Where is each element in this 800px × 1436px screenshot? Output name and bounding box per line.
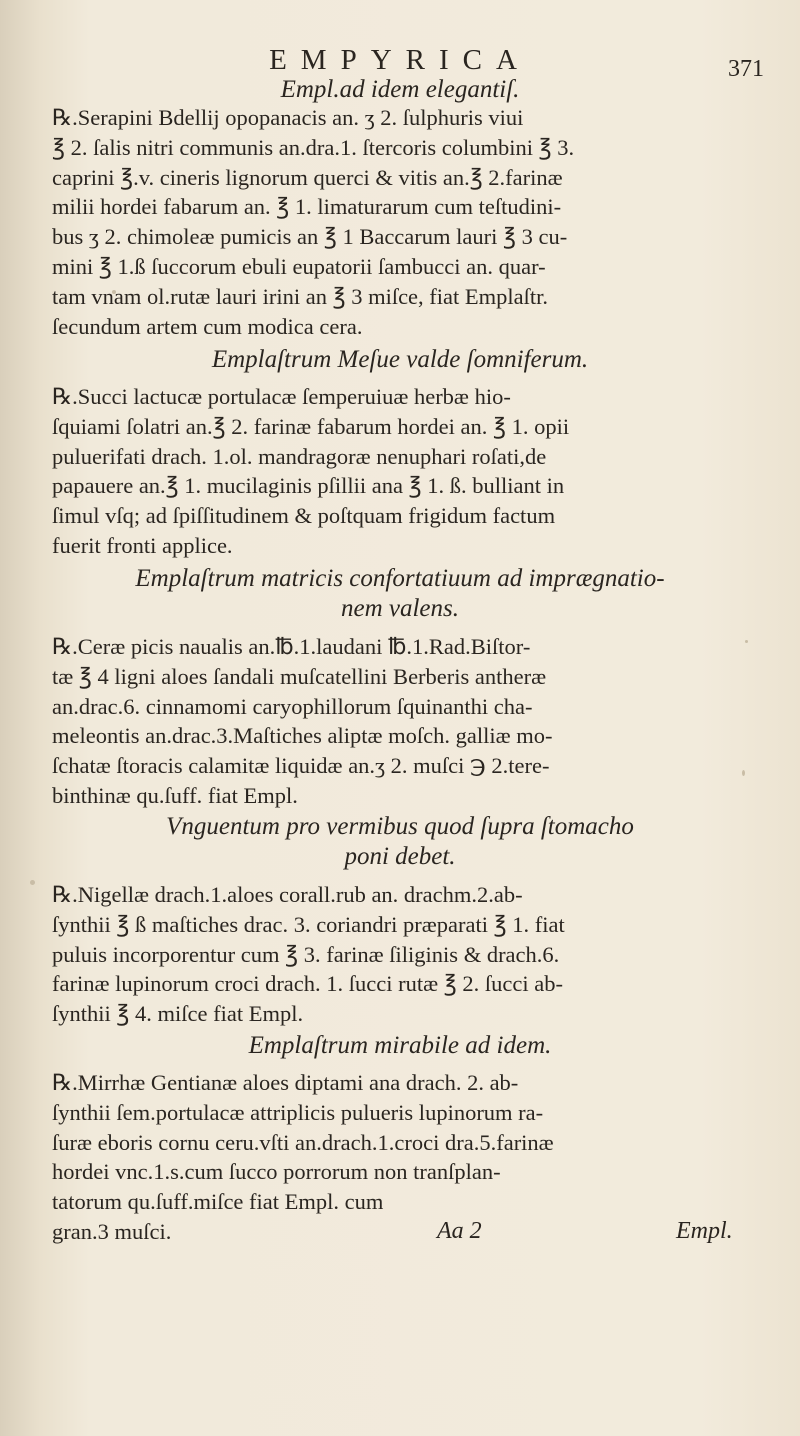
paper-speck: [30, 880, 35, 885]
recipe-text: ℞.Serapini Bdellij opopanacis an. ʒ 2. ſulphuris viui ℥ 2. ſalis nitri communis an.dra.1. ſtercoris columbini ℥ 3. caprini ℥.v. cineris lignorum querci & vitis an.℥ 2.farinæ milii hordei fabarum an. ℥ 1. limaturarum cum teſtudini- bus ʒ 2. chimoleæ pumicis an ℥ 1 Baccarum lauri ℥ 3 cu- mini ℥ 1.ß ſuccorum ebuli eupatorii ſambucci an. quar- tam vnam ol.rutæ lauri irini an ℥ 3 miſce, fiat Emplaſtr. ſecundum artem cum modica cera.: [52, 105, 575, 339]
signature-mark: Aa 2: [437, 1218, 482, 1244]
running-head: EMPYRICA: [269, 44, 531, 76]
recipe-text: ℞.Succi lactucæ portulacæ ſemperuiuæ herbæ hio- ſquiami ſolatri an.℥ 2. farinæ fabarum hordei an. ℥ 1. opii puluerifati drach. 1.ol. mandragoræ nenuphari roſati,de papauere an.℥ 1. mucilaginis pſillii ana ℥ 1. ß. bulliant in ſimul vſq; ad ſpiſſitudinem & poſtquam frigidum factum fuerit fronti applice.: [52, 384, 570, 558]
section-title: Empl.ad idem elegantiſ.: [280, 76, 520, 103]
catchword: Empl.: [676, 1218, 733, 1244]
recipe-text: ℞.Ceræ picis naualis an.℔.1.laudani ℔.1.Rad.Biſtor- tæ ℥ 4 ligni aloes ſandali muſcatellini Berberis antheræ an.drac.6. cinnamomi caryophillorum ſquinanthi cha- meleontis an.drac.3.Maſtiches aliptæ moſch. galliæ mo- ſchatæ ſtoracis calamitæ liquidæ an.ʒ 2. muſci ℈ 2.tere- binthinæ qu.ſuff. fiat Empl.: [52, 634, 553, 808]
section-title: Emplaſtrum Meſue valde ſomniferum.: [211, 346, 589, 373]
section-title: Vnguentum pro vermibus quod ſupra ſtomacho poni debet.: [166, 813, 634, 870]
section-title: Emplaſtrum mirabile ad idem.: [248, 1032, 552, 1059]
page-number: 371: [728, 56, 764, 82]
recipe-text: ℞.Nigellæ drach.1.aloes corall.rub an. drachm.2.ab- ſynthii ℥ ß maſtiches drac. 3. coriandri præparati ℥ 1. fiat puluis incorporentur cum ℥ 3. farinæ ſiliginis & drach.6. farinæ lupinorum croci drach. 1. ſucci rutæ ℥ 2. ſucci ab- ſynthii ℥ 4. miſce fiat Empl.: [52, 882, 565, 1027]
recipe-text: ℞.Mirrhæ Gentianæ aloes diptami ana drach. 2. ab- ſynthii ſem.portulacæ attriplicis pulueris lupinorum ra- ſuræ eboris cornu ceru.vſti an.drach.1.croci dra.5.farinæ hordei vnc.1.s.cum ſucco porrorum non tranſplan- tatorum qu.ſuff.miſce fiat Empl. cum gran.3 muſci.: [52, 1070, 554, 1244]
section-title: Emplaſtrum matricis confortatiuum ad imprægnatio- nem valens.: [135, 565, 665, 622]
